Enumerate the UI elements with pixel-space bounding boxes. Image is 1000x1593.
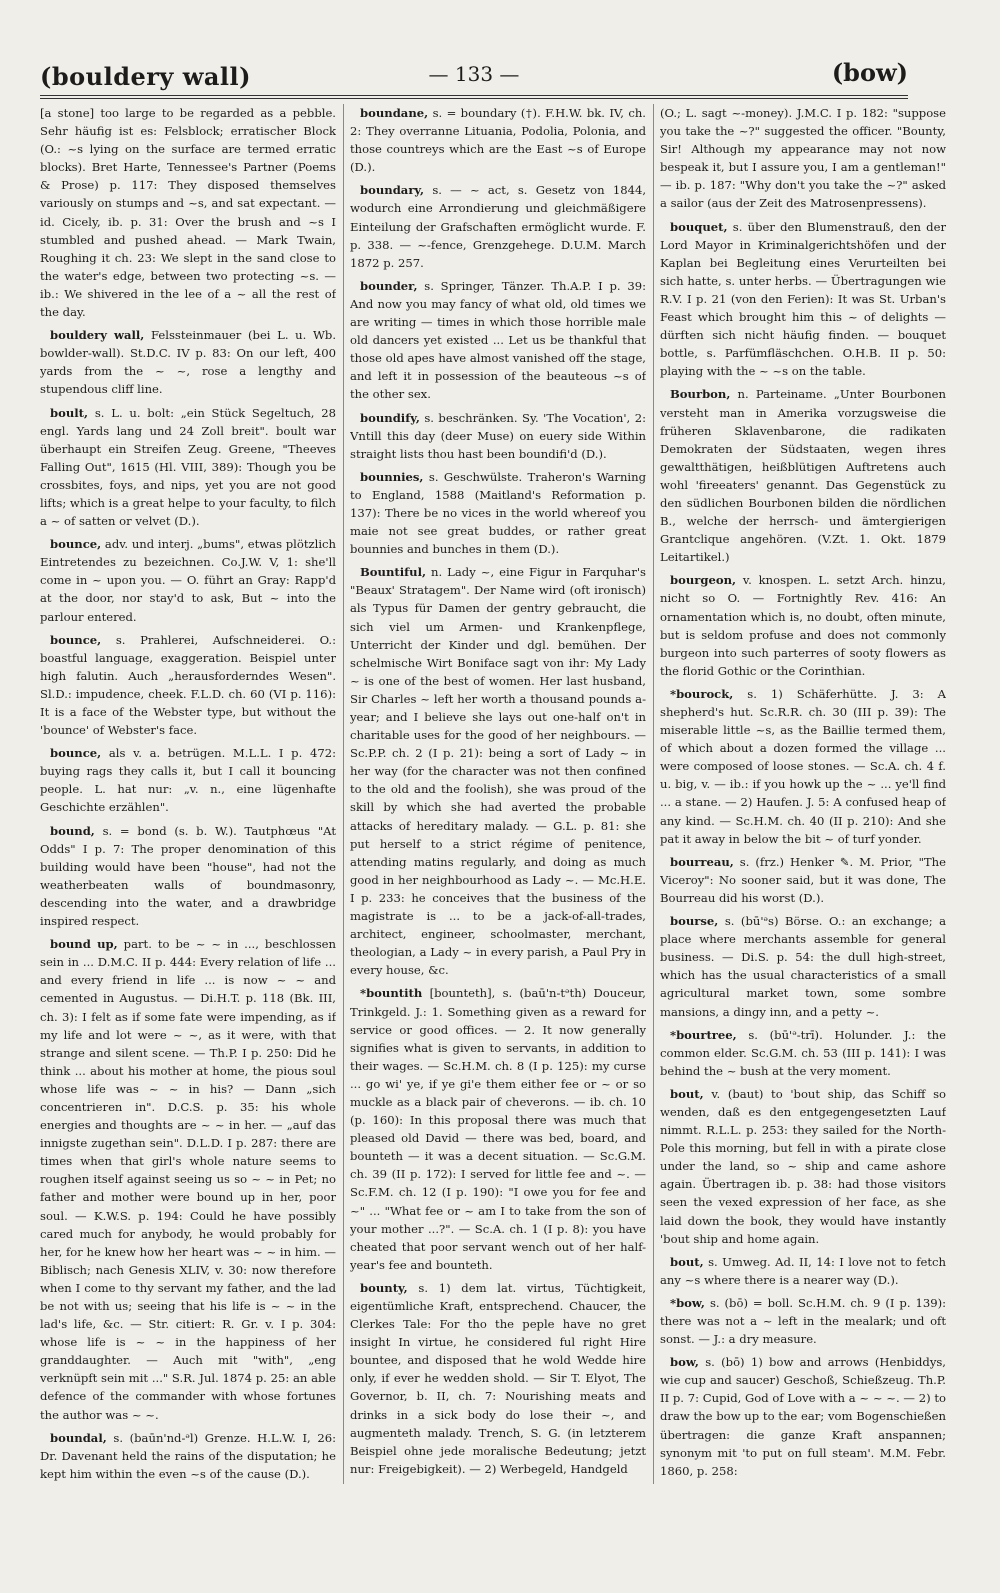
header-rule <box>40 95 908 96</box>
entry-headword: *bourtree, <box>670 1027 737 1042</box>
dictionary-entry <box>40 631 336 740</box>
dictionary-entry <box>350 181 646 271</box>
dictionary-entry <box>40 404 336 531</box>
entry-text: s. (frz.) Henker ✎. M. Prior, "The Viceroy": No sooner said, but it was done, The Bourreau did his worst (D.). <box>660 854 946 905</box>
entry-headword: Bountiful, <box>360 565 427 580</box>
entry-text: s. (bō) = boll. Sc.H.M. ch. 9 (I p. 139): there was not a ~ left in the mealark; und oft sonst. — J.: a dry measure. <box>660 1295 946 1347</box>
column-3 <box>660 104 946 1574</box>
header-right-catchword: (bow) <box>831 58 908 87</box>
dictionary-entry <box>660 1294 946 1348</box>
entry-headword: bouquet, <box>670 219 728 234</box>
dictionary-entry <box>40 104 336 321</box>
entry-text: s. = bond (s. b. W.). Tautphœus "At Odds" I p. 7: The proper denomination of this building would have been "house", had not the weatherbeaten walls of boundmasonry, descending into the water, and a drawbridge inspired respect. <box>40 823 336 929</box>
entry-text: [a stone] too large to be regarded as a pebble. Sehr häufig ist es: Felsblock; erratischer Block (O.: ~s lying on the surface are termed erratic blocks). Bret Harte, Tennessee's Partner (Poems & Prose) p. 117: They disposed themselves variously on stumps and ~s, and sat expectant. — id. Cicely, ib. p. 31: Over the brush and ~s I stumbled and pushed ahead. — Mark Twain, Roughing it ch. 23: We slept in the sand close to the water's edge, between two protecting ~s. — ib.: We shivered in the lee of a ~ all the rest of the day. <box>40 106 336 320</box>
column-1 <box>40 104 336 1574</box>
entry-text: s. — ~ act, s. Gesetz von 1844, wodurch eine Arrondierung und gleichmäßigere Einteilung der Grafschaften ermöglicht wurde. F. p. 338. — ~-fence, Grenzgehege. D.U.M. March 1872 p. 257. <box>350 183 646 270</box>
dictionary-entry <box>40 326 336 398</box>
entry-headword: bourgeon, <box>670 573 737 588</box>
column-divider <box>343 104 344 1484</box>
header-rule-second <box>40 98 908 99</box>
dictionary-entry <box>660 853 946 907</box>
entry-text: s. Prahlerei, Aufschneiderei. O.: boastful language, exaggeration. Beispiel unter high falutin. Auch „herausforderndes Wesen". Sl.D.: impudence, cheek. F.L.D. ch. 60 (VI p. 116): It is a face of the Webster type, but without the 'bounce' of Webster's face. <box>40 632 336 738</box>
entry-text: s. Umweg. Ad. II, 14: I love not to fetch any ~s where there is a nearer way (D.). <box>660 1254 946 1287</box>
entry-headword: bourreau, <box>670 854 734 869</box>
entry-text: s. 1) Schäferhütte. J. 3: A shepherd's hut. Sc.R.R. ch. 30 (III p. 39): The miserable little ~s, as the Baillie termed them, of which about a dozen formed the village ... were composed of loose stones. — Sc.A. ch. 4 f. u. big, v. — ib.: if you howk up the ~ ... ye'll find ... a stane. — 2) Haufen. J. 5: A confused heap of any kind. — Sc.H.M. ch. 40 (II p. 210): And she pat it away in below the bit ~ of turf yonder. <box>660 686 946 846</box>
column-2 <box>350 104 646 1574</box>
dictionary-entry <box>660 1026 946 1080</box>
dictionary-entry <box>660 1353 946 1480</box>
column-divider <box>653 104 654 1484</box>
entry-text: [bounteth], s. (baū'n-tᵊth) Douceur, Trinkgeld. J.: 1. Something given as a reward for service or good offices. — 2. It now generally signifies what is given to servants, in addition to their wages. — Sc.H.M. ch. 8 (I p. 125): my curse ... go wi' ye, if ye gi'e them either fee or ~ or so muckle as a black pair of cheverons. — ib. ch. 10 (p. 160): In this proposal there was much that pleased old David — there was bed, board, and bounteth — it was a decent situation. — Sc.G.M. ch. 39 (II p. 172): I served for little fee and ~. — Sc.F.M. ch. 12 (I p. 190): "I owe you for fee and ~" ... "What fee or ~ am I to take from the son of your mother ...?". — Sc.A. ch. 1 (I p. 8): you have cheated that poor servant wench out of her half-year's fee and bounteth. <box>350 986 646 1272</box>
entry-text: Felssteinmauer (bei L. u. Wb. bowlder-wall). St.D.C. IV p. 83: On our left, 400 yards from the ~ ~, rose a lengthy and stupendous cliff line. <box>40 328 336 397</box>
entry-text: s. (bū'ᵊs) Börse. O.: an exchange; a place where merchants assemble for general business. — Di.S. p. 54: the dull high-street, which has the usual characteristics of a small agricultural market town, some sombre mansions, a dingy inn, and a petty ~. <box>660 914 946 1019</box>
entry-headword: bounce, <box>50 632 102 647</box>
entry-headword: bounnies, <box>360 469 424 484</box>
entry-headword: boundal, <box>50 1430 107 1445</box>
entry-headword: boundane, <box>360 106 429 120</box>
entry-headword: *bow, <box>670 1295 705 1310</box>
entry-headword: *bountith <box>360 986 423 1001</box>
entry-text: (O.; L. sagt ~-money). J.M.C. I p. 182: "suppose you take the ~?" suggested the officer. "Bounty, Sir! Although my appearance may not now bespeak it, but I assure you, I am a gentleman!" — ib. p. 187: "Why don't you take the ~?" asked a sailor (aus der Zeit des Matrosenpressens). <box>660 106 946 211</box>
dictionary-entry <box>350 1279 646 1478</box>
entry-text: v. knospen. L. setzt Arch. hinzu, nicht so O. — Fortnightly Rev. 416: An ornamentation which is, no doubt, often minute, but is seldom profuse and does not commonly burgeon into such parterres of sooty flowers as the florid Gothic or the Corinthian. <box>660 573 946 678</box>
entry-text: s. Geschwülste. Traheron's Warning to England, 1588 (Maitland's Reformation p. 137): There be no vices in the world whereof you maie not see great buddes, or rather great bounnies and bunches in them (D.). <box>350 469 646 557</box>
entry-headword: bourse, <box>670 914 719 929</box>
header-left-catchword: (bouldery wall) <box>40 62 252 91</box>
entry-headword: bound, <box>50 823 95 838</box>
entry-text: s. beschränken. Sy. 'The Vocation', 2: Vntill this day (deer Muse) on euery side Within straight lists thou hast been boundifi'd (D.). <box>350 410 646 461</box>
entry-headword: bounce, <box>50 537 102 552</box>
dictionary-entry <box>350 277 646 404</box>
dictionary-entry <box>660 1253 946 1289</box>
entry-text: n. Lady ~, eine Figur in Farquhar's "Beaux' Stratagem". Der Name wird (oft ironisch) als Typus für Damen der gentry gebraucht, die sich viel um Armen- und Krankenpflege, Unterricht der Kinder und dgl. bemühen. Der schelmische Wirt Boniface sagt von ihr: My Lady ~ is one of the best of women. Her last husband, Sir Charles ~ left her worth a thousand pounds a-year; and I believe she lays out one-half on't in charitable uses for the good of her neighbours. — Sc.P.P. ch. 2 (I p. 21): being a sort of Lady ~ in her way (for the character was not then confined to the old and the foolish), she was proud of the skill by which she had averted the probable attacks of hereditary malady. — G.L. p. 81: she put herself to a strict régime of penitence, attending matins regularly, and doing as much good in her neighbourhood as Lady ~. — Mc.H.E. I p. 233: he conceives that the business of the magistrate is ... to be a jack-of-all-trades, architect, engineer, schoolmaster, merchant, theologian, a Lady ~ in every parish, a Paul Pry in every house, &c. <box>350 565 646 978</box>
entry-text: s. L. u. bolt: „ein Stück Segeltuch, 28 engl. Yards lang und 24 Zoll breit". boult war überhaupt ein Streifen Zeug. Greene, "Theeves Falling Out", 1615 (Hl. VIII, 389): Though you be crossbites, foys, and nips, yet you are not good lifts; which is a great helpe to your faculty, to filch a ~ of satten or velvet (D.). <box>40 405 336 529</box>
entry-headword: bout, <box>670 1254 704 1269</box>
dictionary-entry <box>350 563 646 979</box>
entry-headword: *bourock, <box>670 686 734 701</box>
entry-headword: bounce, <box>50 746 102 761</box>
entry-text: s. 1) dem lat. virtus, Tüchtigkeit, eigentümliche Kraft, entsprechend. Chaucer, the Clerkes Tale: For tho the peple have no gret insight In virtue, he considered ful right Hire bountee, and disposed that he wold Wedde hire only, if ever he wedden shold. — Sir T. Elyot, The Governor, b. II, ch. 7: Nourishing meats and drinks in a sick body do lose their ~, and augmenteth malady. Trench, S. G. (in letzterem Beispiel ohne jede moralische Bedeutung; jetzt nur: Freigebigkeit). — 2) Werbegeld, Handgeld <box>350 1280 646 1476</box>
dictionary-entry <box>660 104 946 213</box>
dictionary-entry <box>350 104 646 176</box>
dictionary-entry <box>660 685 946 848</box>
entry-headword: Bourbon, <box>670 387 731 402</box>
dictionary-entry <box>660 218 946 381</box>
page-header <box>40 56 908 94</box>
dictionary-entry <box>40 744 336 816</box>
page-number: — 133 — <box>428 62 520 86</box>
entry-text: als v. a. betrügen. M.L.L. I p. 472: buying rags they calls it, but I call it bouncing people. L. hat nur: „v. n., eine lügenhafte Geschichte erzählen". <box>40 746 336 815</box>
dictionary-entry <box>40 535 336 625</box>
entry-headword: bounty, <box>360 1280 408 1295</box>
dictionary-entry <box>660 385 946 566</box>
entry-headword: bout, <box>670 1086 704 1101</box>
dictionary-entry <box>40 822 336 931</box>
entry-headword: bound up, <box>50 937 118 952</box>
entry-text: s. (bū'ᵊ-trī). Holunder. J.: the common elder. Sc.G.M. ch. 53 (III p. 141): I was behind the ~ bush at the very moment. <box>660 1027 946 1078</box>
entry-headword: boundify, <box>360 410 420 425</box>
dictionary-entry <box>660 1085 946 1248</box>
entry-headword: bounder, <box>360 278 418 293</box>
dictionary-entry <box>660 571 946 680</box>
dictionary-entry <box>350 468 646 558</box>
entry-text: s. (bō) 1) bow and arrows (Henbiddys, wie cup and saucer) Geschoß, Schießzeug. Th.P. II p. 7: Cupid, God of Love with a ~ ~ ~. — 2) to draw the bow up to the ear; vom Bogenschießen übertragen: die ganze Kraft anspannen; synonym mit 'to put on full steam'. M.M. Febr. 1860, p. 258: <box>660 1355 946 1478</box>
entry-headword: bouldery wall, <box>50 328 145 343</box>
entry-headword: boundary, <box>360 183 425 198</box>
entry-text: s. über den Blumenstrauß, den der Lord Mayor in Kriminalgerichtshöfen und der Kaplan bei Begleitung eines Verurteilten bei sich hatte, s. unter herbs. — Übertragungen wie R.V. I p. 21 (von den Ferien): It was St. Urban's Feast which brought him this ~ of delights — dürften sich nicht häufig finden. — bouquet bottle, s. Parfümfläschchen. O.H.B. II p. 50: playing with the ~ ~s on the table. <box>660 219 946 379</box>
dictionary-entry <box>40 1429 336 1483</box>
entry-text: adv. und interj. „bums", etwas plötzlich Eintretendes zu bezeichnen. Co.J.W. V, 1: she'll come in ~ upon you. — O. führt an Gray: Rapp'd at the door, nor stay'd to ask, But ~ into the parlour entered. <box>40 537 336 624</box>
entry-text: s. (baūn'nd-ᵊl) Grenze. H.L.W. I, 26: Dr. Davenant held the rains of the disputation; he kept him within the even ~s of the cause (D.). <box>40 1430 336 1481</box>
dictionary-entry <box>40 935 336 1424</box>
entry-text: v. (baut) to 'bout ship, das Schiff so wenden, daß es den entgegengesetzten Lauf nimmt. R.L.L. p. 253: they sailed for the North-Pole this morning, but fell in with a pirate close under the land, so ~ ship and came ashore again. Übertragen ib. p. 38: had those visitors seen the vexed expression of her face, as she laid down the book, they would have instantly 'bout ship and home again. <box>660 1086 946 1246</box>
entry-text: part. to be ~ ~ in ..., beschlossen sein in ... D.M.C. II p. 444: Every relation of life ... and every friend in life ... is now ~ ~ and cemented in Augustus. — Di.H.T. p. 118 (Bk. III, ch. 3): I felt as if some fate were impending, as if my life and lot were ~ ~, as it were, with that strange and silent scene. — Th.P. I p. 250: Did he think ... about his mother at home, the pious soul whose life was ~ ~ in his? — Dann „sich concentrieren in". D.C.S. p. 35: his whole energies and thoughts are ~ ~ in her. — „auf das innigste zugethan sein". D.L.D. I p. 287: there are times when that girl's whole nature seems to roughen itself against seeing us so ~ ~ in Pet; no father and mother were bound up in her, poor soul. — K.W.S. p. 194: Could he have possibly cared much for anybody, he would probably for her, for he knew how her heart was ~ ~ in him. — Biblisch; nach Genesis XLIV, v. 30: now therefore when I come to thy servant my father, and the lad be not with us; seeing that his life is ~ ~ in the lad's life, &c. — Str. citiert: R. Gr. v. I p. 304: whose life is ~ ~ in the happiness of her granddaughter. — Auch mit "with", „eng verknüpft sein mit ..." S.R. Jul. 1874 p. 25: an able defence of the commander with whose fortunes the author was ~ ~. <box>40 937 336 1422</box>
dictionary-entry <box>350 409 646 463</box>
entry-text: s. = boundary (†). F.H.W. bk. IV, ch. 2: They overranne Lituania, Podolia, Polonia, and those countreys which are the East ~s of Europe (D.). <box>350 106 646 175</box>
entry-text: s. Springer, Tänzer. Th.A.P. I p. 39: And now you may fancy of what old, old times we are writing — times in which those horrible male old dancers yet existed ... Let us be thankful that those old apes have almost vanished off the stage, and left it in possession of the beauteous ~s of the other sex. <box>350 278 646 402</box>
entry-text: n. Parteiname. „Unter Bourbonen versteht man in Amerika vorzugsweise die früheren Sklavenbarone, die radikaten Demokraten der Südstaaten, wegen ihres gewaltthätigen, heißblütigen Auftretens auch wohl 'fireeaters' genannt. Das Gegenstück zu den südlichen Bourbonen bilden die nördlichen B., welche der herrsch- und ämtergierigen Grantclique angehören. (V.Zt. 1. Okt. 1879 Leitartikel.) <box>660 387 946 565</box>
dictionary-entry <box>350 984 646 1274</box>
dictionary-entry <box>660 912 946 1021</box>
entry-headword: bow, <box>670 1355 699 1370</box>
entry-headword: boult, <box>50 405 89 420</box>
